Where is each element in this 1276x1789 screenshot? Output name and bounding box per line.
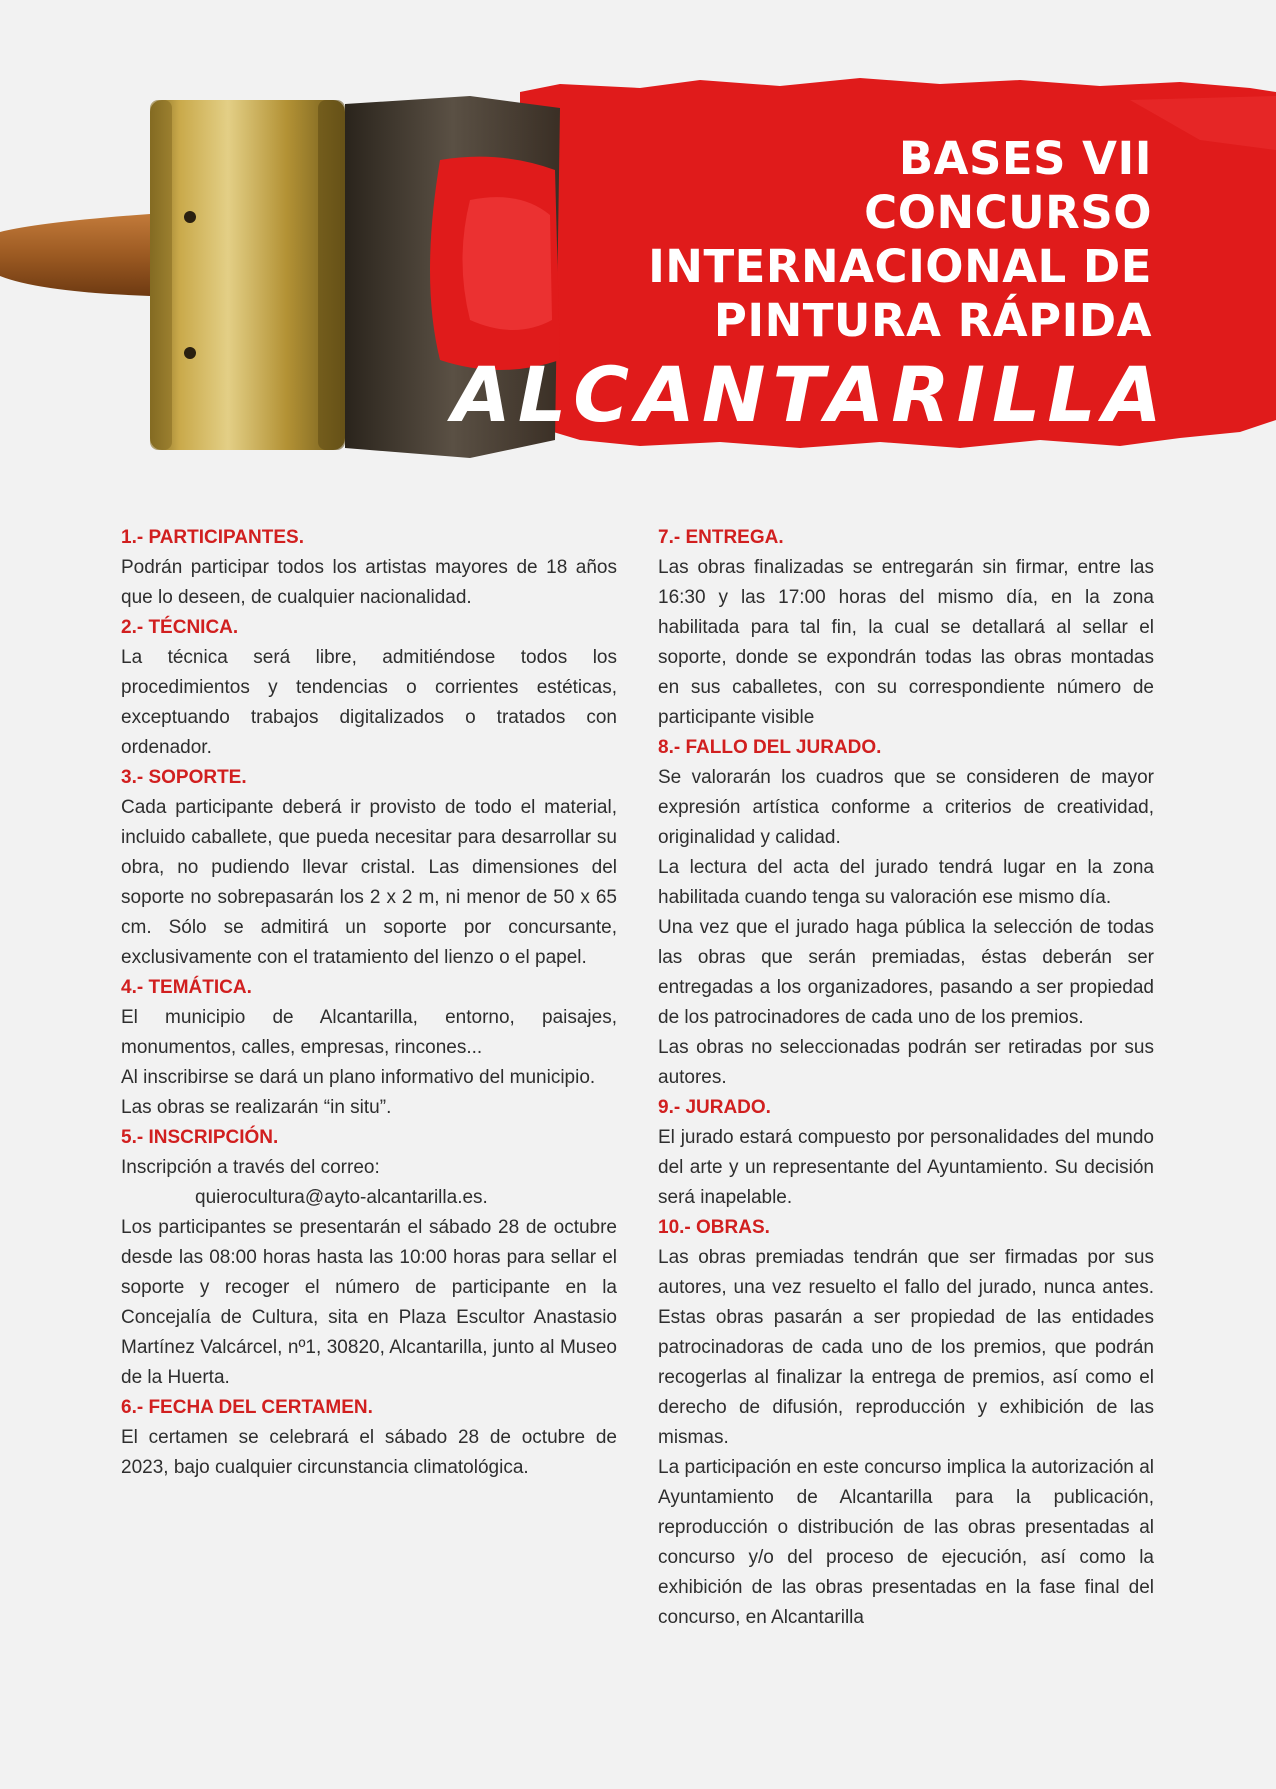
section-tecnica xyxy=(121,613,617,763)
title-city: ALCANTARILLA xyxy=(452,350,1169,439)
title-line-3: INTERNACIONAL DE xyxy=(648,240,1152,293)
section-heading: 2.- TÉCNICA. xyxy=(121,617,239,638)
title-line-1: BASES VII xyxy=(898,132,1152,185)
section-paragraph: La lectura del acta del jurado tendrá lugar en la zona habilitada cuando tenga su valoración ese mismo día. xyxy=(658,857,1154,908)
section-inscripcion xyxy=(121,1123,617,1393)
section-paragraph: Se valorarán los cuadros que se consideren de mayor expresión artística conforme a criterios de creatividad, originalidad y calidad. xyxy=(658,767,1154,848)
section-heading: 4.- TEMÁTICA. xyxy=(121,977,252,998)
section-paragraph: Las obras se realizarán “in situ”. xyxy=(121,1097,392,1118)
section-paragraph: Una vez que el jurado haga pública la selección de todas las obras que serán premiadas, éstas deberán ser entregadas a los organizadores, pasando a ser propiedad de los patrocinadores de cada uno de los premios. xyxy=(658,917,1154,1028)
section-paragraph: Podrán participar todos los artistas mayores de 18 años que lo deseen, de cualquier nacionalidad. xyxy=(121,557,617,608)
section-heading: 1.- PARTICIPANTES. xyxy=(121,527,304,548)
section-paragraph: La técnica será libre, admitiéndose todos los procedimientos y tendencias o corrientes estéticas, exceptuando trabajos digitalizados o tratados con ordenador. xyxy=(121,647,617,758)
section-paragraph: Las obras finalizadas se entregarán sin firmar, entre las 16:30 y las 17:00 horas del mismo día, en la zona habilitada para tal fin, la cual se detallará al sellar el soporte, donde se expondrán todas las obras montadas en sus caballetes, con su correspondiente número de participante visible xyxy=(658,557,1154,728)
section-heading: 6.- FECHA DEL CERTAMEN. xyxy=(121,1397,373,1418)
section-paragraph: La participación en este concurso implica la autorización al Ayuntamiento de Alcantarilla para la publicación, reproducción o distribución de las obras presentadas al concurso y/o del proceso de ejecución, así como la exhibición de las obras presentadas en la fase final del concurso, en Alcantarilla xyxy=(658,1457,1154,1628)
title-line-4: PINTURA RÁPIDA xyxy=(713,294,1152,347)
section-paragraph: Las obras premiadas tendrán que ser firmadas por sus autores, una vez resuelto el fallo del jurado, nunca antes. Estas obras pasarán a ser propiedad de las entidades patrocinadoras de cada uno de los premios, que podrán recogerlas al finalizar la entrega de premios, así como el derecho de difusión, reproducción y exhibición de las mismas. xyxy=(658,1247,1154,1448)
left-column xyxy=(121,523,617,1483)
section-paragraph: Los participantes se presentarán el sábado 28 de octubre desde las 08:00 horas hasta las 10:00 horas para sellar el soporte y recoger el número de participante en la Concejalía de Cultura, sita en Plaza Escultor Anastasio Martínez Valcárcel, nº1, 30820, Alcantarilla, junto al Museo de la Huerta. xyxy=(121,1217,617,1388)
section-heading: 10.- OBRAS. xyxy=(658,1217,770,1238)
section-participantes xyxy=(121,523,617,613)
title-block xyxy=(452,132,1169,440)
section-paragraph: El municipio de Alcantarilla, entorno, paisajes, monumentos, calles, empresas, rincones... xyxy=(121,1007,617,1058)
section-paragraph: El certamen se celebrará el sábado 28 de octubre de 2023, bajo cualquier circunstancia climatológica. xyxy=(121,1427,617,1478)
section-obras xyxy=(658,1213,1154,1633)
email-address: quierocultura@ayto-alcantarilla.es. xyxy=(195,1187,488,1208)
section-fallo-jurado xyxy=(658,733,1154,1093)
section-paragraph: Cada participante deberá ir provisto de todo el material, incluido caballete, que pueda necesitar para desarrollar su obra, no pudiendo llevar cristal. Las dimensiones del soporte no sobrepasarán los 2 x 2 m, ni menor de 50 x 65 cm. Sólo se admitirá un soporte por concursante, exclusivamente con el tratamiento del lienzo o el papel. xyxy=(121,797,617,968)
section-heading: 3.- SOPORTE. xyxy=(121,767,247,788)
section-soporte xyxy=(121,763,617,973)
section-jurado xyxy=(658,1093,1154,1213)
header-banner xyxy=(0,0,1276,500)
section-heading: 5.- INSCRIPCIÓN. xyxy=(121,1127,279,1148)
section-paragraph: Inscripción a través del correo: xyxy=(121,1157,380,1178)
title-line-2: CONCURSO xyxy=(864,186,1152,239)
section-heading: 8.- FALLO DEL JURADO. xyxy=(658,737,882,758)
section-paragraph: El jurado estará compuesto por personalidades del mundo del arte y un representante del Ayuntamiento. Su decisión será inapelable. xyxy=(658,1127,1154,1208)
section-tematica xyxy=(121,973,617,1123)
section-fecha-certamen xyxy=(121,1393,617,1483)
section-paragraph: Las obras no seleccionadas podrán ser retiradas por sus autores. xyxy=(658,1037,1154,1088)
section-heading: 9.- JURADO. xyxy=(658,1097,771,1118)
section-heading: 7.- ENTREGA. xyxy=(658,527,784,548)
right-column xyxy=(658,523,1154,1633)
section-paragraph: Al inscribirse se dará un plano informativo del municipio. xyxy=(121,1067,596,1088)
section-entrega xyxy=(658,523,1154,733)
